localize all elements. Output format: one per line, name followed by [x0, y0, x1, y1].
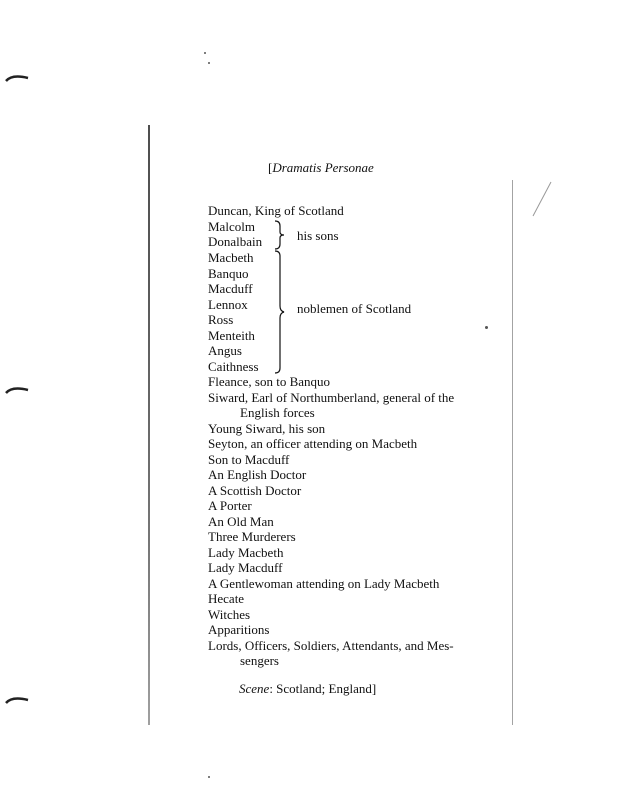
scan-stroke-mark: [525, 180, 555, 220]
cast-noble: Macbeth: [208, 250, 254, 265]
scene-text: : Scotland; England]: [269, 681, 377, 696]
cast-lady-macbeth: Lady Macbeth: [208, 545, 284, 560]
cast-son-to-macduff: Son to Macduff: [208, 452, 290, 467]
cast-noble: Macduff: [208, 281, 253, 296]
his-sons-label: his sons: [297, 228, 339, 243]
cast-lords-continued: sengers: [240, 653, 279, 668]
cast-donalbain: Donalbain: [208, 234, 263, 249]
punch-hole-mark: [4, 694, 30, 708]
scan-speck: [208, 776, 210, 778]
page-title: [268, 160, 374, 176]
cast-apparitions: Apparitions: [208, 622, 270, 637]
cast-noble: Lennox: [208, 297, 248, 312]
scene-label: Scene: [239, 681, 270, 696]
punch-hole-mark: [4, 72, 30, 86]
scan-speck: [485, 326, 488, 329]
cast-murderers: Three Murderers: [208, 529, 296, 544]
cast-noble: Ross: [208, 312, 234, 327]
cast-lords: Lords, Officers, Soldiers, Attendants, and Mes-: [208, 638, 454, 653]
cast-hecate: Hecate: [208, 591, 245, 606]
noblemen-label: noblemen of Scotland: [297, 301, 412, 316]
sons-brace: [273, 220, 287, 250]
title-text: Dramatis Personae: [272, 160, 374, 175]
scan-speck: [208, 62, 210, 64]
cast-noble: Menteith: [208, 328, 255, 343]
cast-porter: A Porter: [208, 498, 252, 513]
cast-noble: Angus: [208, 343, 242, 358]
cast-english-doctor: An English Doctor: [208, 467, 307, 482]
cast-siward: Siward, Earl of Northumberland, general of the: [208, 390, 455, 405]
cast-duncan: Duncan, King of Scotland: [208, 203, 344, 218]
cast-seyton: Seyton, an officer attending on Macbeth: [208, 436, 418, 451]
cast-malcolm: Malcolm: [208, 219, 255, 234]
cast-noble: Caithness: [208, 359, 259, 374]
cast-fleance: Fleance, son to Banquo: [208, 374, 331, 389]
cast-lady-macduff: Lady Macduff: [208, 560, 283, 575]
cast-scottish-doctor: A Scottish Doctor: [208, 483, 302, 498]
scan-edge-line: [512, 180, 513, 725]
noblemen-brace: [273, 250, 287, 374]
cast-gentlewoman: A Gentlewoman attending on Lady Macbeth: [208, 576, 440, 591]
scan-speck: [204, 52, 206, 54]
cast-noble: Banquo: [208, 266, 249, 281]
scene-line: [239, 681, 376, 697]
scan-edge-line: [148, 125, 150, 725]
cast-old-man: An Old Man: [208, 514, 274, 529]
title-bracket: [: [268, 160, 273, 175]
cast-siward-continued: English forces: [240, 405, 315, 420]
cast-witches: Witches: [208, 607, 251, 622]
cast-young-siward: Young Siward, his son: [208, 421, 326, 436]
punch-hole-mark: [4, 384, 30, 398]
